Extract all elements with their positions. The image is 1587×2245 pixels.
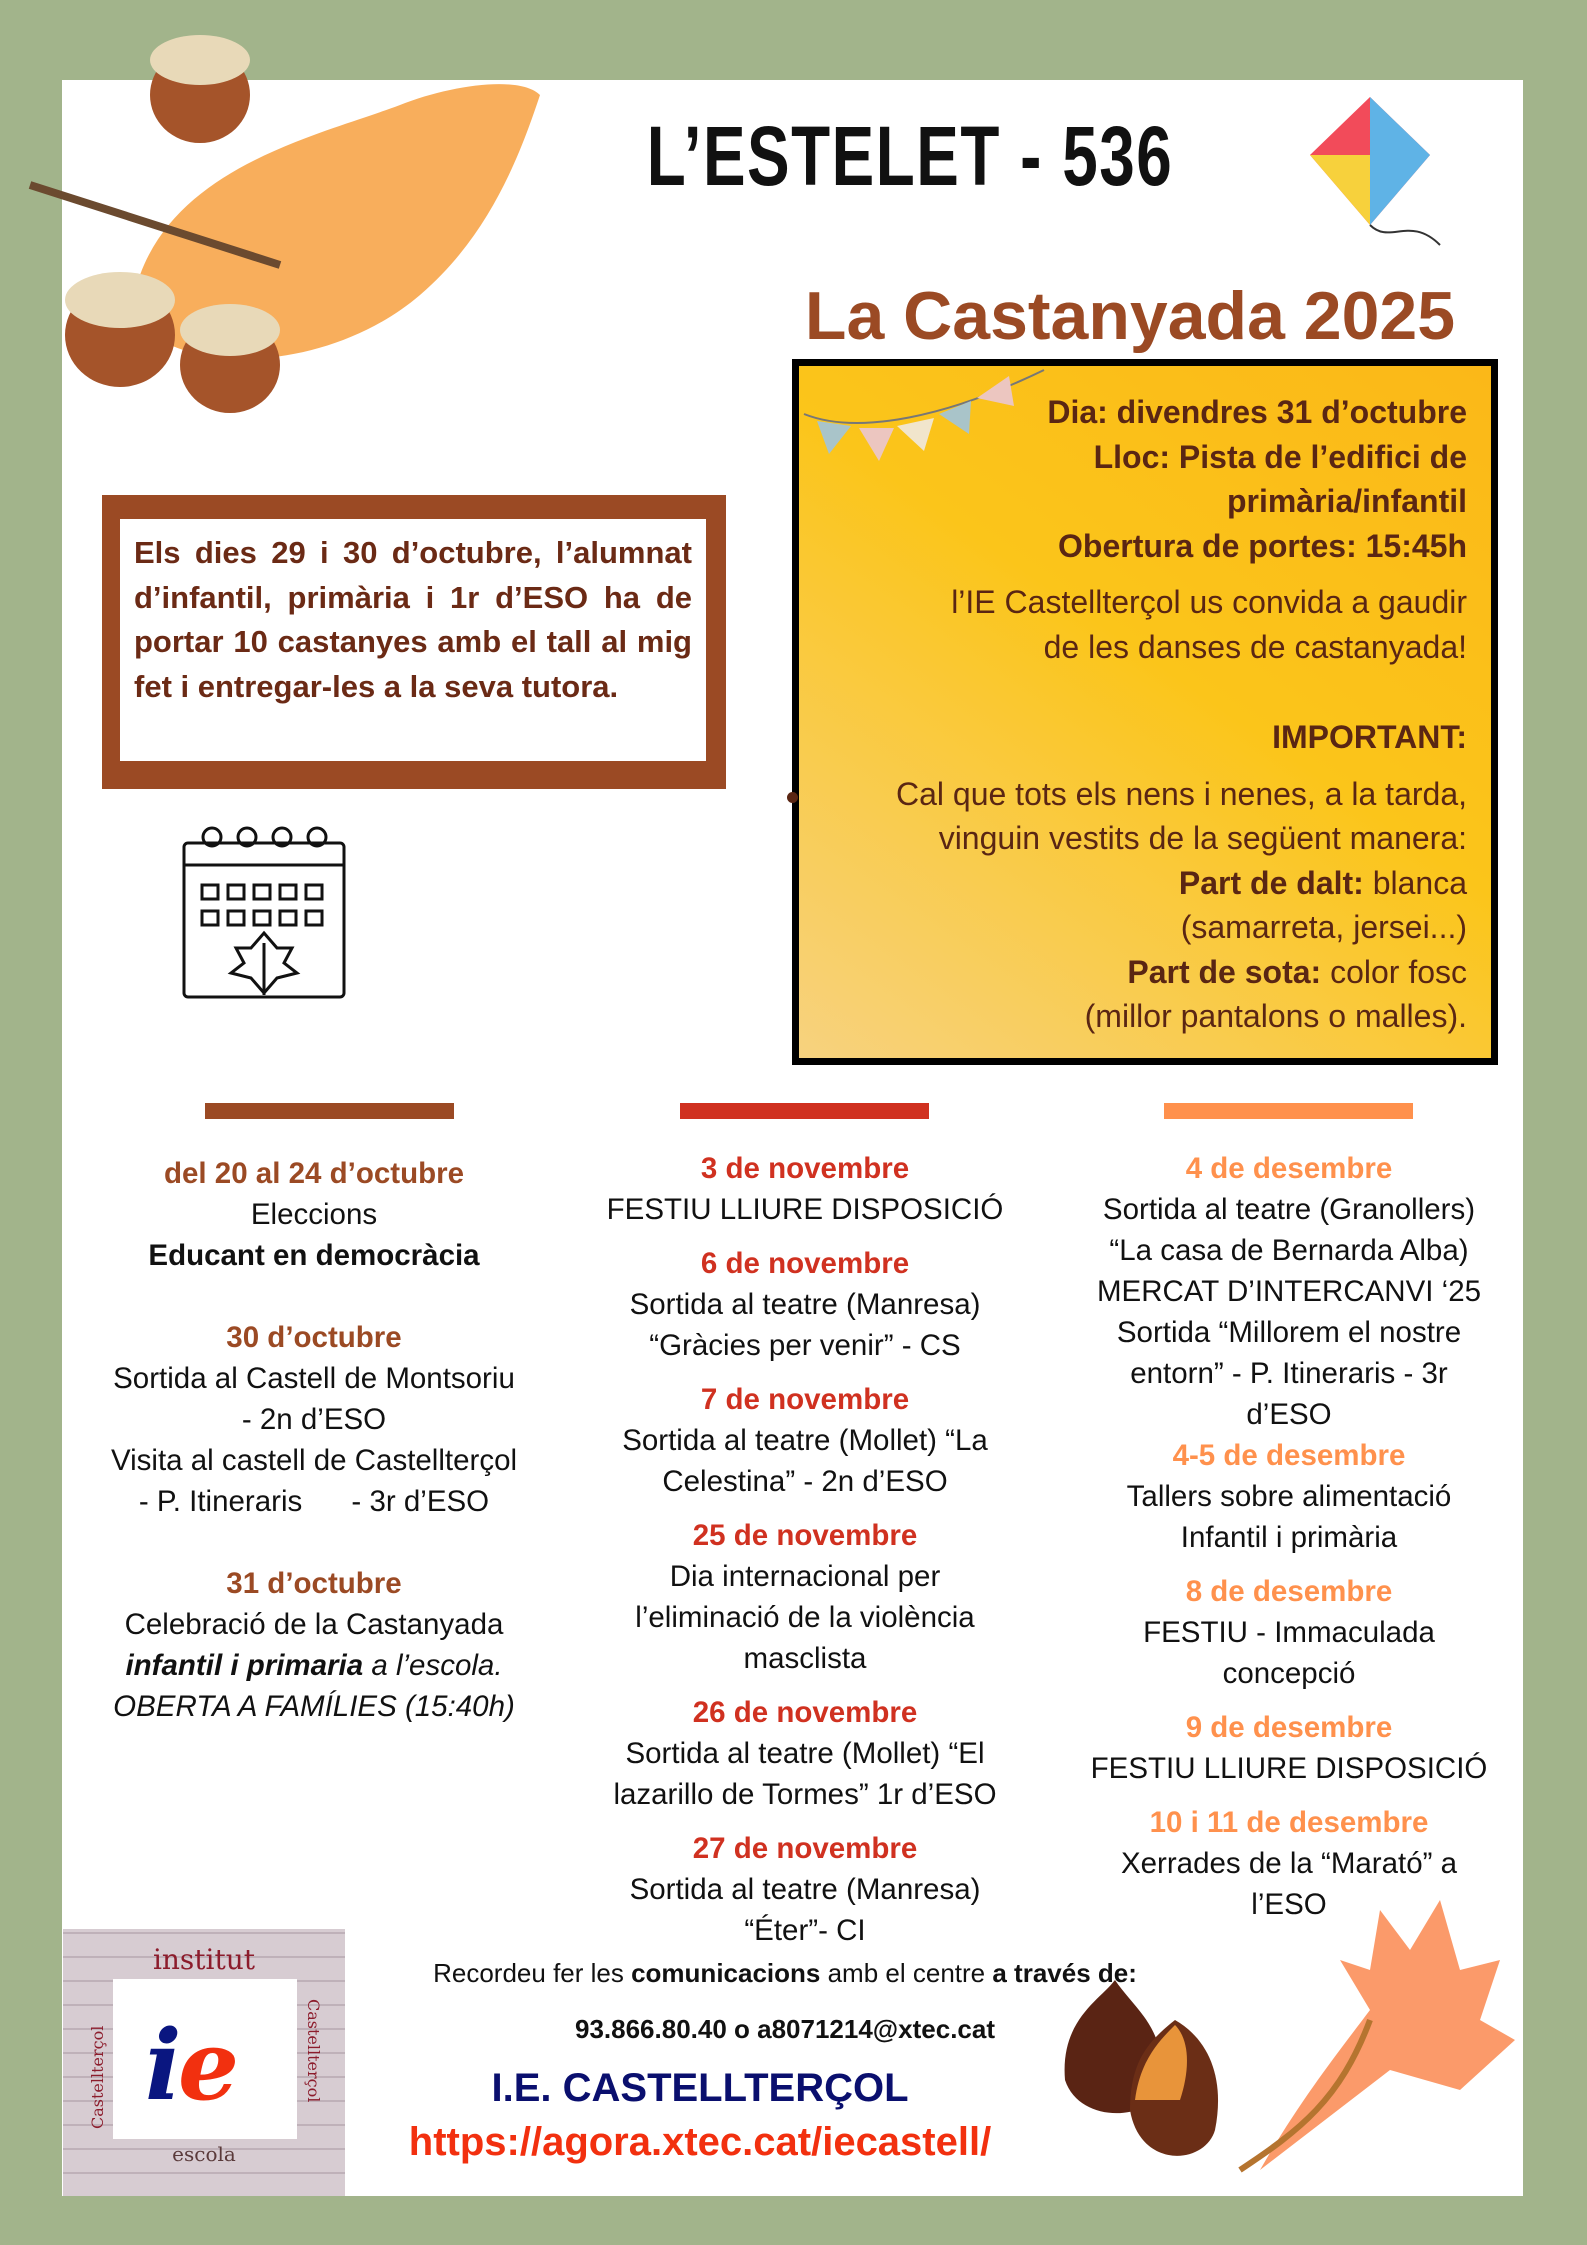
agenda-line: - P. Itineraris - 3r d’ESO [138, 1485, 490, 1518]
agenda-line: Sortida al teatre (Manresa) [629, 1288, 981, 1321]
agenda-date: 7 de novembre [700, 1383, 910, 1416]
agenda-line: FESTIU - Immaculada [1143, 1616, 1435, 1649]
agenda-entry [555, 1515, 1055, 1679]
agenda-line: lazarillo de Tormes” 1r d’ESO [613, 1778, 997, 1811]
november-divider [680, 1103, 929, 1119]
chestnut-notice-box [102, 495, 726, 789]
agenda-line: Sortida al teatre (Mollet) “El [625, 1737, 985, 1770]
event-info-box [792, 359, 1498, 1065]
agenda-entry [555, 1828, 1055, 1951]
dress-bottom [807, 950, 1467, 995]
agenda-line: Xerrades de la “Marató” a [1120, 1847, 1458, 1880]
agenda-date: 30 d’octubre [226, 1321, 402, 1354]
svg-text:Castellterçol: Castellterçol [88, 2025, 107, 2129]
agenda-line: “Éter”- CI [744, 1914, 866, 1947]
agenda-line: Tallers sobre alimentació [1126, 1480, 1452, 1513]
svg-text:escola: escola [172, 2142, 236, 2166]
agenda-line: masclista [743, 1642, 867, 1675]
contact-info[interactable]: 93.866.80.40 o a8071214@xtec.cat [574, 2014, 995, 2044]
ie-logo-mark [63, 1929, 345, 2196]
agenda-line: Educant en democràcia [148, 1239, 480, 1272]
agenda-entry [555, 1692, 1055, 1815]
dress-top-value: blanca [1363, 864, 1467, 901]
agenda-date: 26 de novembre [692, 1696, 918, 1729]
school-website-link[interactable]: https://agora.xtec.cat/iecastell/ [408, 2120, 992, 2164]
agenda-line: Celestina” - 2n d’ESO [662, 1465, 948, 1498]
agenda-line: “Gràcies per venir” - CS [649, 1329, 961, 1362]
dress-code-bullet: Cal que tots els nens i nenes, a la tarda, [807, 772, 1467, 817]
agenda-date: 6 de novembre [700, 1247, 910, 1280]
dress-code-line: vinguin vestits de la següent manera: [938, 820, 1467, 856]
calendar-leaf-icon [182, 823, 346, 999]
dress-bottom-value: color fosc [1321, 953, 1467, 990]
invite-line: de les danses de castanyada! [1043, 628, 1467, 665]
agenda-line-emphasis: infantil i primaria [125, 1649, 364, 1682]
agenda-date: 27 de novembre [692, 1832, 918, 1865]
agenda-date: 10 i 11 de desembre [1149, 1806, 1429, 1839]
agenda-line: Sortida al Castell de Montsoriu [113, 1362, 515, 1395]
agenda-entry [555, 1148, 1055, 1230]
agenda-date: 3 de novembre [700, 1152, 910, 1185]
agenda-entry [1039, 1571, 1539, 1694]
agenda-line: OBERTA A FAMÍLIES (15:40h) [113, 1690, 515, 1723]
agenda-line: FESTIU LLIURE DISPOSICIÓ [606, 1193, 1004, 1226]
svg-text:institut: institut [152, 1943, 256, 1976]
event-title: La Castanyada 2025 [804, 278, 1456, 354]
reminder-text: amb el centre [820, 1958, 993, 1988]
december-divider [1164, 1103, 1413, 1119]
agenda-date: 8 de desembre [1185, 1575, 1393, 1608]
agenda-line: FESTIU LLIURE DISPOSICIÓ [1090, 1752, 1488, 1785]
november-column [555, 1148, 1055, 1951]
dress-bottom-note: (millor pantalons o malles). [1084, 998, 1467, 1034]
invite-line: l’IE Castellterçol us convida a gaudir [951, 584, 1467, 620]
dress-top-note: (samarreta, jersei...) [1180, 909, 1467, 945]
agenda-line: concepció [1222, 1657, 1356, 1690]
event-day: Dia: divendres 31 d’octubre [1047, 394, 1467, 430]
agenda-date: 25 de novembre [692, 1519, 918, 1552]
agenda-date: del 20 al 24 d’octubre [163, 1157, 465, 1190]
agenda-line: MERCAT D’INTERCANVI ‘25 [1096, 1275, 1482, 1308]
svg-text:i: i [145, 2009, 182, 2122]
agenda-entry [64, 1317, 564, 1522]
agenda-entry [1039, 1707, 1539, 1789]
agenda-line: Sortida al teatre (Manresa) [629, 1873, 981, 1906]
school-logo [63, 1929, 345, 2196]
agenda-date: 4 de desembre [1185, 1152, 1393, 1185]
agenda-line: Sortida “Millorem el nostre [1116, 1316, 1462, 1349]
agenda-line: Dia internacional per [669, 1560, 941, 1593]
important-heading: IMPORTANT: [1272, 719, 1467, 755]
agenda-line: - 2n d’ESO [241, 1403, 387, 1436]
agenda-line: l’eliminació de la violència [635, 1601, 975, 1634]
agenda-entry [1039, 1148, 1539, 1435]
agenda-entry [555, 1379, 1055, 1502]
dress-top-label: Part de dalt: [1178, 864, 1364, 901]
agenda-entry [1039, 1435, 1539, 1558]
agenda-line: entorn” - P. Itineraris - 3r [1130, 1357, 1448, 1390]
october-divider [205, 1103, 454, 1119]
svg-text:Castellterçol: Castellterçol [304, 1999, 323, 2103]
oak-leaf-acorns-illustration [20, 15, 540, 415]
reminder-text: Recordeu fer les [433, 1958, 632, 1988]
agenda-entry [64, 1153, 564, 1276]
chestnut-notice-text: Els dies 29 i 30 d’octubre, l’alumnat d’infantil, primària i 1r d’ESO ha de portar 10 castanyes amb el tall al mig fet i entregar-les a la seva tutora. [120, 519, 706, 761]
reminder-bold: a través de: [992, 1958, 1137, 1988]
event-place: Lloc: Pista de l’edifici de [1093, 438, 1467, 475]
agenda-date: 4-5 de desembre [1172, 1439, 1406, 1472]
agenda-line: Celebració de la Castanyada [124, 1608, 504, 1641]
agenda-line: Sortida al teatre (Granollers) [1102, 1193, 1476, 1226]
october-column [64, 1153, 564, 1727]
newsletter-title: L’ESTELET - 536 [646, 109, 1174, 203]
reminder-bold: comunicacions [631, 1958, 821, 1988]
agenda-line: “La casa de Bernarda Alba) [1109, 1234, 1469, 1267]
svg-text:e: e [178, 2009, 240, 2122]
kite-icon [1300, 95, 1450, 255]
event-opening: Obertura de portes: 15:45h [1058, 527, 1467, 564]
agenda-line: Infantil i primària [1180, 1521, 1398, 1554]
agenda-date: 9 de desembre [1185, 1711, 1393, 1744]
agenda-date: 31 d’octubre [226, 1567, 402, 1600]
agenda-entry [64, 1563, 564, 1727]
agenda-line: d’ESO [1246, 1398, 1332, 1431]
school-name: I.E. CASTELLTERÇOL [491, 2066, 909, 2110]
agenda-line: Eleccions [250, 1198, 378, 1231]
dress-bottom-label: Part de sota: [1127, 953, 1322, 990]
dress-top [807, 861, 1467, 906]
agenda-line: Visita al castell de Castellterçol [110, 1444, 518, 1477]
agenda-line: a l’escola. [363, 1649, 503, 1682]
event-place-2: primària/infantil [1226, 483, 1467, 519]
chestnuts-maple-leaf-illustration [1040, 1900, 1520, 2190]
agenda-line: Sortida al teatre (Mollet) “La [622, 1424, 988, 1457]
agenda-line: l’ESO [1251, 1888, 1327, 1921]
agenda-entry [555, 1243, 1055, 1366]
december-column [1039, 1148, 1539, 1925]
